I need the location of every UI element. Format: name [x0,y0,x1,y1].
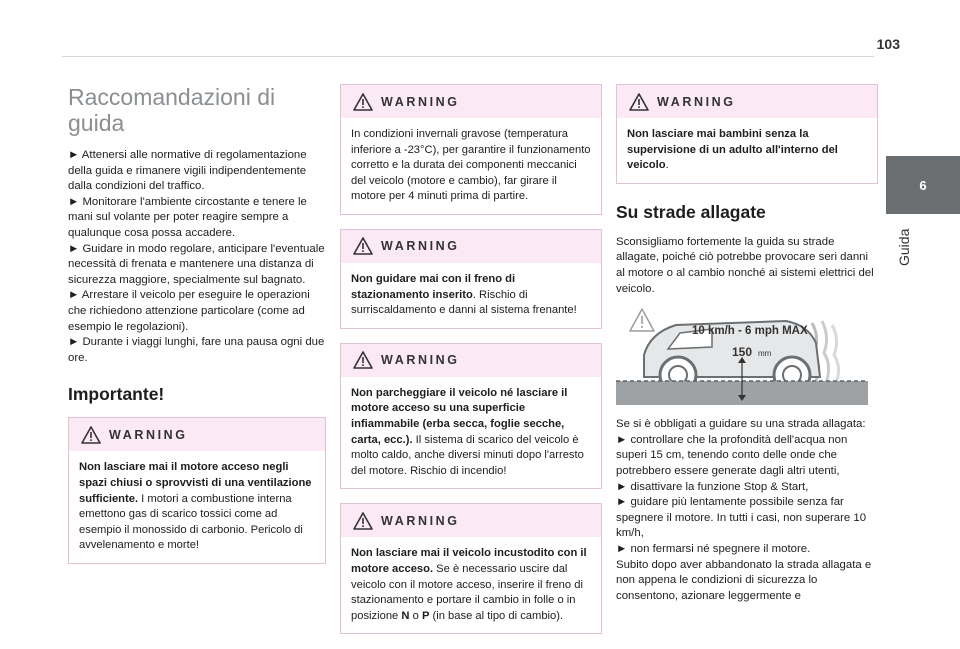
warning-header [69,418,325,451]
flooded-roads-body-line: ► non fermarsi né spegnere il motore. [616,542,811,555]
column-left [68,84,326,578]
warning-triangle-icon [353,512,373,530]
flooded-road-illustration [616,303,868,405]
warning-box [340,343,602,490]
warning-box [340,503,602,634]
gear-p-label: P [421,609,430,622]
speed-limit-label: 10 km/h - 6 mph MAX [692,325,808,338]
warning-label: WARNING [381,239,460,254]
flooded-roads-body-line: Subito dopo aver abbandonato la strada allagata e non appena le condizioni di sicurezza lo consentono, azionare leggermente e [616,558,872,602]
warning-box [340,84,602,215]
flooded-roads-body-line: Se si è obbligati a guidare su una strada allagata: [616,418,866,431]
warning-box [616,84,878,184]
warning-triangle-icon [81,426,101,444]
column-middle [340,84,602,648]
warning-bold-text: Non lasciare mai il veicolo incustodito con il motore acceso. [351,547,587,575]
tip-item: ► Arrestare il veicolo per eseguire le operazioni che richiedono attenzione particolare (come ad esempio le regolazioni). [68,289,310,333]
warning-bold-text: Non parcheggiare il veicolo né lasciare il motore acceso su una superficie infiammabile (erba secca, foglie secche, carta, ecc.). [351,386,568,446]
warning-text [341,377,601,489]
header-rule [62,56,874,57]
gear-n-label: N [401,609,410,622]
warning-triangle-icon [629,93,649,111]
warning-plain-text: . [665,159,669,172]
warning-triangle-icon [353,237,373,255]
warning-text [341,263,601,328]
warning-bold-text: Non lasciare mai bambini senza la supervisione di un adulto all'interno del veicolo [627,128,838,172]
flooded-roads-body-line: ► disattivare la funzione Stop & Start, [616,480,809,493]
flooded-roads-intro: Sconsigliamo fortemente la guida su strade allagate, poiché ciò potrebbe provocare seri danni al motore o al cambio nonché ai sistemi elettrici del veicolo. [616,235,874,295]
warning-label: WARNING [381,94,460,109]
tip-item: ► Monitorare l'ambiente circostante e tenere le mani sul volante per poter reagire sempre a qualunque cosa possa accadere. [68,195,307,239]
depth-value-label: 150 [732,345,753,360]
warning-triangle-icon [353,93,373,111]
warning-label: WARNING [381,353,460,368]
warning-plain-text: o [409,609,422,622]
tip-item: ► Guidare in modo regolare, anticipare l'eventuale necessità di frenata e mantenere una distanza di sicurezza maggiore, specialmente sul bagnato. [68,242,325,286]
warning-plain-text: . Rischio di surriscaldamento e danni al sistema frenante! [351,288,577,317]
section-title-driving-tips: Raccomandazioni di guida [68,84,276,136]
warning-header [341,504,601,537]
warning-bold-text: Non guidare mai con il freno di stazionamento inserito [351,272,516,301]
warning-text [617,118,877,183]
warning-plain-text: I motori a combustione interna emettono gas di scarico tossici come ad esempio il monossido di carbonio. Pericolo di avvelenamento e morte! [79,492,303,552]
warning-header [617,85,877,118]
column-right [616,84,878,604]
chapter-name: Guida [896,228,912,266]
warning-header [341,230,601,263]
warning-header [341,85,601,118]
warning-text [341,537,601,633]
important-title: Importante! [68,384,165,405]
warning-plain-text: (in base al tipo di cambio). [429,609,564,622]
warning-plain-text: Se è necessario uscire dal veicolo con il motore acceso, inserire il freno di stazionamento e portare il cambio in folle o in posizione [351,562,583,622]
flooded-roads-body-line: ► controllare che la profondità dell'acqua non superi 15 cm, tenendo conto delle onde che potrebbero essere generate dagli altri utenti, [616,433,848,477]
warning-text [69,451,325,563]
warning-box [68,417,326,564]
depth-unit-label: mm [758,349,772,359]
warning-text: In condizioni invernali gravose (temperatura inferiore a -23°C), per garantire il funzionamento corretto e la durata dei componenti meccanici del veicolo (motore e cambio), far girare il motore per 4 minuti prima di partire. [351,128,591,203]
warning-plain-text: Il sistema di scarico del veicolo è molto caldo, anche diversi minuti dopo l'arresto del motore. Rischio di incendio! [351,433,584,477]
chapter-tab[interactable]: 6 [886,156,960,214]
flooded-roads-title: Su strade allagate [616,201,766,222]
tip-item: ► Attenersi alle normative di regolamentazione della guida e rimanere vigili indipendentemente dalla condizioni del traffico. [68,149,307,193]
warning-label: WARNING [109,427,188,442]
flooded-roads-body-line: ► guidare più lentamente possibile senza far spegnere il motore. In tutti i casi, non superare 10 km/h, [616,496,867,540]
warning-label: WARNING [381,513,460,528]
warning-label: WARNING [657,94,736,109]
warning-bold-text: Non lasciare mai il motore acceso negli spazi chiusi o sprovvisti di una ventilazione sufficiente. [79,461,312,505]
tip-item: ► Durante i viaggi lunghi, fare una pausa ogni due ore. [68,336,325,364]
warning-box [340,229,602,329]
warning-triangle-icon [353,351,373,369]
warning-header [341,344,601,377]
page-number: 103 [876,36,900,52]
